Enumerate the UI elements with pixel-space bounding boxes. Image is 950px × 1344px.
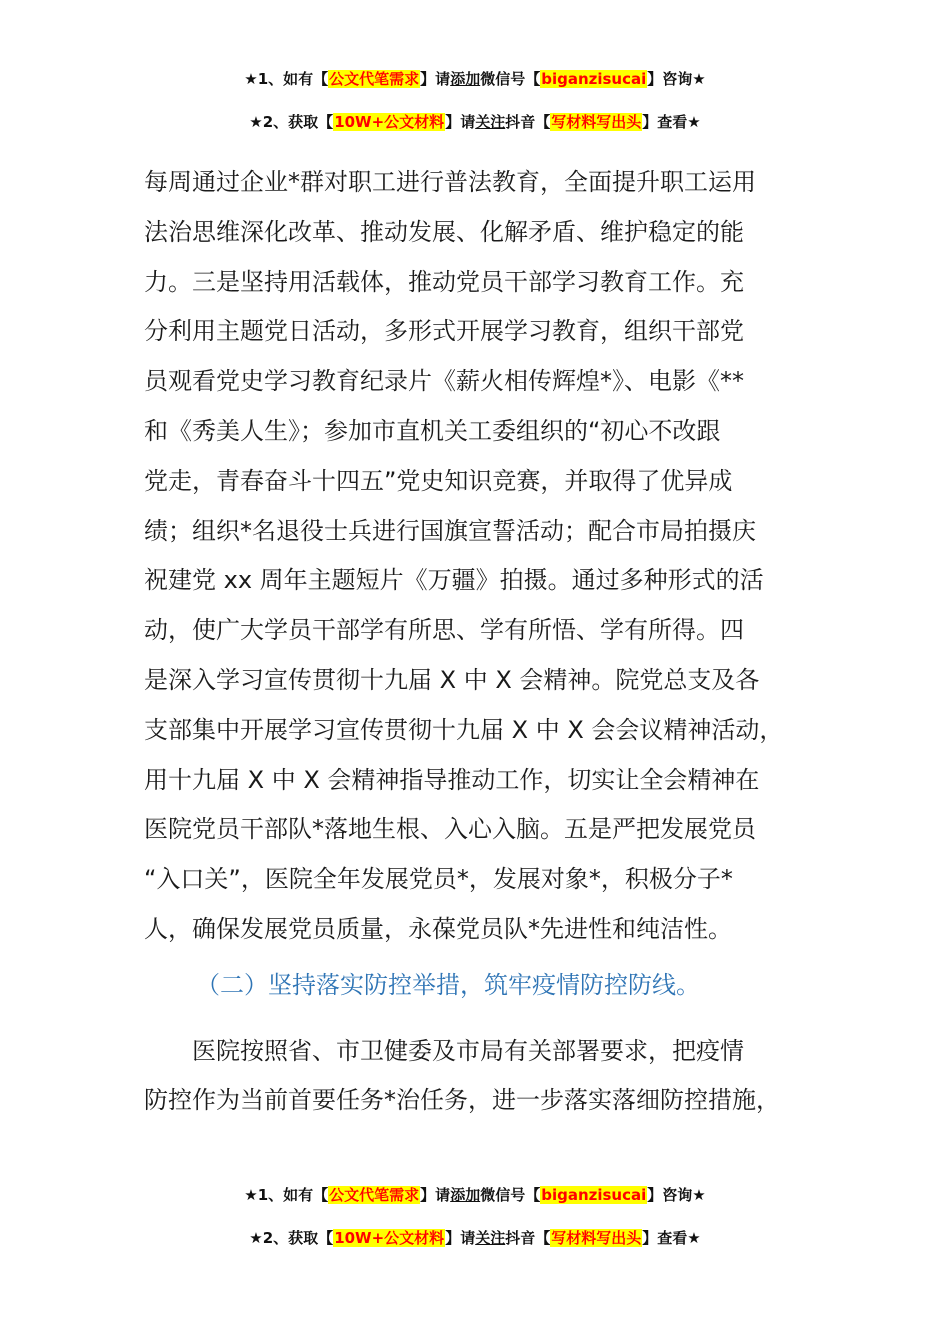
body-line: 分利用主题党日活动，多形式开展学习教育，组织干部党: [144, 317, 744, 346]
banner-text: 】咨询★: [647, 1186, 706, 1204]
body-line: 祝建党 xx 周年主题短片《万疆》拍摄。通过多种形式的活: [144, 566, 764, 595]
banner-text: ★1、如有【: [244, 70, 329, 88]
banner-text: 】咨询★: [647, 70, 706, 88]
banner-line-1: [0, 68, 950, 90]
body-line: 绩；组织*名退役士兵进行国旗宣誓活动；配合市局拍摄庆: [144, 516, 756, 545]
banner-line-2: [0, 1227, 950, 1249]
body-line: 和《秀美人生》；参加市直机关工委组织的“初心不改跟: [144, 416, 721, 445]
body-line: 每周通过企业*群对职工进行普法教育，全面提升职工运用: [144, 168, 756, 196]
footer-banner: [0, 1184, 950, 1249]
banner-underline: 添加: [450, 1186, 481, 1204]
banner-text: 】请: [420, 70, 451, 88]
banner-text: 】请: [420, 1186, 451, 1204]
paragraph-line: 防控作为当前首要任务*治任务，进一步落实落细防控措施，: [144, 1086, 780, 1115]
banner-highlight: 10W+公文材料: [334, 1229, 445, 1247]
banner-underline: 关注: [475, 1229, 506, 1247]
banner-text: ★1、如有【: [244, 1186, 329, 1204]
banner-line-2: [0, 111, 950, 133]
banner-text: 】请: [445, 113, 476, 131]
banner-highlight: biganzisucai: [541, 70, 647, 88]
body-line: 员观看党史学习教育纪录片《薪火相传辉煌*》、电影《**: [144, 367, 744, 396]
banner-text: 】请: [445, 1229, 476, 1247]
banner-highlight: biganzisucai: [541, 1186, 647, 1204]
body-line: 支部集中开展学习宣传贯彻十九届 X 中 X 会会议精神活动，: [144, 715, 784, 744]
body-line: 用十九届 X 中 X 会精神指导推动工作，切实让全会精神在: [144, 765, 760, 794]
banner-highlight: 公文代笔需求: [329, 1186, 420, 1204]
banner-text: ★2、获取【: [249, 1229, 334, 1247]
banner-text: 微信号【: [480, 1186, 541, 1204]
banner-text: 】查看★: [642, 113, 701, 131]
banner-highlight: 公文代笔需求: [329, 70, 420, 88]
body-line: 法治思维深化改革、推动发展、化解矛盾、维护稳定的能: [144, 217, 744, 246]
banner-text: 微信号【: [480, 70, 541, 88]
banner-text: 】查看★: [642, 1229, 701, 1247]
banner-highlight: 写材料写出头: [551, 113, 642, 131]
banner-line-1: [0, 1184, 950, 1206]
banner-highlight: 写材料写出头: [551, 1229, 642, 1247]
body-line: “入口关”，医院全年发展党员*，发展对象*，积极分子*: [144, 865, 733, 894]
body-line: 医院党员干部队*落地生根、入心入脑。五是严把发展党员: [144, 815, 756, 844]
paragraph-line: 医院按照省、市卫健委及市局有关部署要求，把疫情: [192, 1036, 744, 1065]
banner-underline: 添加: [450, 70, 481, 88]
body-line: 是深入学习宣传贯彻十九届 X 中 X 会精神。院党总支及各: [144, 665, 760, 694]
document-body: [144, 158, 834, 1126]
body-line: 党走，青春奋斗十四五”党史知识竞赛，并取得了优异成: [144, 466, 733, 495]
body-line: 人，确保发展党员质量，永葆党员队*先进性和纯洁性。: [144, 914, 732, 943]
banner-underline: 关注: [475, 113, 506, 131]
banner-highlight: 10W+公文材料: [334, 113, 445, 131]
body-line: 动，使广大学员干部学有所思、学有所悟、学有所得。四: [144, 616, 744, 645]
section-heading: （二）坚持落实防控举措，筑牢疫情防控防线。: [196, 970, 700, 999]
header-banner: [0, 68, 950, 133]
banner-text: 抖音【: [505, 1229, 551, 1247]
banner-text: ★2、获取【: [249, 113, 334, 131]
banner-text: 抖音【: [505, 113, 551, 131]
body-line: 力。三是坚持用活载体，推动党员干部学习教育工作。充: [144, 267, 744, 296]
